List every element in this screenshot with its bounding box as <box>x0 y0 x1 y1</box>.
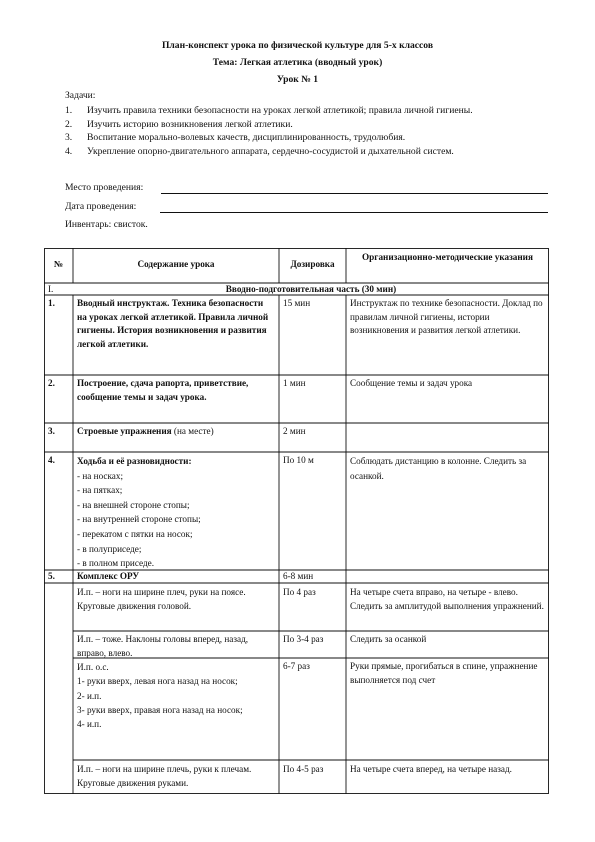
walking-item: - в полном приседе. <box>77 558 155 569</box>
row-number: 3. <box>48 426 55 436</box>
row-content-rest: (на месте) <box>171 426 214 436</box>
row-content-bold: Строевые упражнения <box>77 426 172 436</box>
tasks-label: Задачи: <box>65 90 96 101</box>
section-number: I. <box>48 284 54 294</box>
task-item <box>65 118 545 132</box>
place-label: Место проведения: <box>65 182 144 193</box>
walking-item: - на внешней стороне стопы; <box>77 499 190 510</box>
task-item <box>65 131 545 145</box>
header-number: № <box>53 259 64 269</box>
row-number: 4. <box>48 455 55 465</box>
exercise-dose: По 4 раз <box>283 587 316 597</box>
row-content <box>77 454 275 571</box>
exercise-content <box>77 660 275 731</box>
row-dose: 2 мин <box>283 426 306 436</box>
row-number: 5. <box>48 571 55 581</box>
row-content-title: Ходьба и её разновидности: <box>77 456 192 466</box>
row-number: 2. <box>48 378 55 388</box>
walking-item: - на носках; <box>77 470 124 481</box>
date-blank-line <box>160 212 548 213</box>
task-number: 3. <box>65 132 73 143</box>
lesson-table <box>44 248 549 794</box>
task-number: 1. <box>65 105 73 116</box>
walking-item: - на внутренней стороне стопы; <box>77 514 201 525</box>
exercise-dose: По 3-4 раз <box>283 634 324 644</box>
exercise-content: И.п. – тоже. Наклоны головы вперед, назад, вправо, влево. <box>77 634 249 658</box>
exercise-dose: По 4-5 раз <box>283 764 324 774</box>
exercise-line: 4- и.п. <box>77 719 102 730</box>
row-notes: Инструктаж по технике безопасности. Доклад по правилам личной гигиены, истории возникновения и развития легкой атлетики. <box>350 298 543 336</box>
lesson-number: Урок № 1 <box>276 74 319 85</box>
row-content: Построение, сдача рапорта, приветствие, сообщение темы и задач урока. <box>77 378 249 402</box>
document-title: План-конспект урока по физической культуре для 5-х классов <box>161 40 434 51</box>
walking-item: - на пятках; <box>77 485 123 496</box>
row-content: Комплекс ОРУ <box>77 571 140 581</box>
row-content: Вводный инструктаж. Техника безопасности на уроках легкой атлетикой. Правила личной гигиены. История возникновения и развития легкой атлетики. <box>77 298 269 349</box>
place-blank-line <box>161 193 548 194</box>
row-notes: Соблюдать дистанцию в колонне. Следить за осанкой. <box>350 456 527 481</box>
task-number: 4. <box>65 145 73 157</box>
header-notes: Организационно-методические указания <box>362 252 533 262</box>
walking-item: - в полуприседе; <box>77 543 142 554</box>
task-item <box>65 104 545 118</box>
inventory-label: Инвентарь: свисток. <box>65 219 148 230</box>
exercise-content: И.п. – ноги на ширине плеч, руки на поясе. Круговые движения головой. <box>77 587 246 611</box>
exercise-notes: Следить за осанкой <box>350 634 427 644</box>
row-notes: Сообщение темы и задач урока <box>350 378 473 388</box>
row-dose: 6-8 мин <box>283 571 314 581</box>
exercise-notes: Руки прямые, прогибаться в спине, упражнение выполняется под счет <box>350 661 538 685</box>
lesson-theme: Тема: Легкая атлетика (вводный урок) <box>212 57 383 68</box>
exercise-notes: На четыре счета вперед, на четыре назад. <box>350 764 512 774</box>
task-text: Укрепление опорно-двигательного аппарата, сердечно-сосудистой и дыхательной систем. <box>87 145 454 157</box>
exercise-dose: 6-7 раз <box>283 661 310 671</box>
date-label: Дата проведения: <box>65 201 137 212</box>
exercise-notes: На четыре счета вправо, на четыре - влево. Следить за амплитудой выполнения упражнений. <box>350 587 544 611</box>
walking-item: - перекатом с пятки на носок; <box>77 528 193 539</box>
row-number: 1. <box>48 298 55 308</box>
task-number: 2. <box>65 118 73 130</box>
exercise-line: 3- руки вверх, правая нога назад на носок; <box>77 704 243 715</box>
header-content: Содержание урока <box>137 259 215 269</box>
exercise-line: 1- руки вверх, левая нога назад на носок; <box>77 676 238 687</box>
exercise-line: 2- и.п. <box>77 690 102 701</box>
row-dose: По 10 м <box>283 455 314 465</box>
task-item <box>65 145 545 159</box>
task-text: Воспитание морально-волевых качеств, дисциплинированность, трудолюбия. <box>87 132 406 143</box>
row-dose: 1 мин <box>283 378 306 388</box>
exercise-line: И.п. о.с. <box>77 662 109 672</box>
section-title: Вводно-подготовительная часть (30 мин) <box>225 284 397 294</box>
header-dose: Дозировка <box>290 259 335 269</box>
row-dose: 15 мин <box>283 298 311 308</box>
exercise-content: И.п. – ноги на ширине плечь, руки к плечам. Круговые движения руками. <box>77 764 252 788</box>
task-text: Изучить правила техники безопасности на уроках легкой атлетикой; правила личной гигиены. <box>87 105 473 116</box>
task-text: Изучить историю возникновения легкой атлетики. <box>87 118 293 130</box>
row-content <box>77 425 275 439</box>
tasks-list <box>65 104 545 158</box>
